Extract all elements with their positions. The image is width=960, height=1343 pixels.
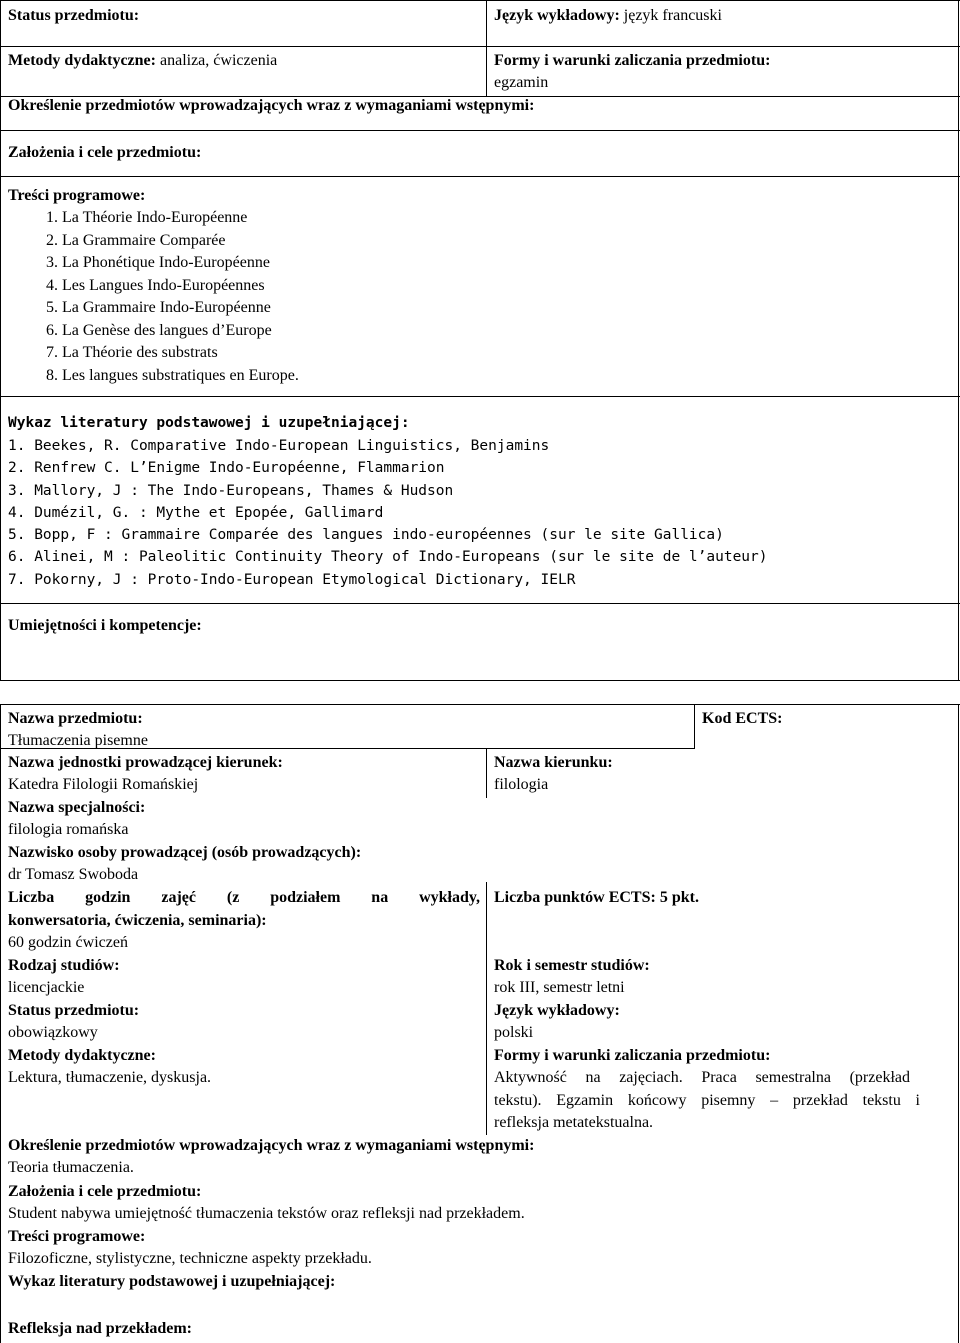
- year-label: Rok i semestr studiów:: [494, 957, 650, 974]
- list-item: 3. Mallory, J : The Indo-Europeans, Thames & Hudson: [8, 482, 454, 499]
- spec-value: filologia romańska: [8, 821, 129, 838]
- status-label-2: Status przedmiotu:: [8, 1002, 140, 1019]
- list-item: 4. Les Langues Indo-Européennes: [46, 276, 265, 294]
- status-value-2: obowiązkowy: [8, 1024, 98, 1041]
- literature-list: [8, 435, 768, 591]
- forms-label: Formy i warunki zaliczania przedmiotu:: [494, 52, 771, 69]
- subject-value: Tłumaczenia pisemne: [8, 732, 148, 749]
- forms-value-line-2: tekstu). Egzamin końcowy pisemny – przekład tekstu i: [494, 1092, 920, 1109]
- field-label: Nazwa kierunku:: [494, 754, 613, 771]
- list-item: 1. Beekes, R. Comparative Indo-European Linguistics, Benjamins: [8, 438, 550, 454]
- goals-label: Założenia i cele przedmiotu:: [8, 144, 202, 161]
- literature-value-2: Refleksja nad przekładem:: [8, 1320, 192, 1337]
- subject-label: Nazwa przedmiotu:: [8, 710, 143, 727]
- methods-field: [8, 50, 277, 72]
- list-item: 7. La Théorie des substrats: [46, 344, 218, 361]
- list-item: 4. Dumézil, G. : Mythe et Epopée, Gallimard: [8, 504, 384, 521]
- list-item: 2. La Grammaire Comparée: [46, 231, 226, 249]
- unit-value: Katedra Filologii Romańskiej: [8, 776, 199, 793]
- language-value: język francuski: [623, 7, 722, 24]
- list-item: 7. Pokorny, J : Proto-Indo-European Etymological Dictionary, IELR: [8, 571, 576, 588]
- list-item: 6. La Genèse des langues d’Europe: [46, 321, 272, 339]
- ects-points: Liczba punktów ECTS: 5 pkt.: [494, 889, 699, 906]
- methods-label: Metody dydaktyczne:: [8, 52, 156, 69]
- list-item: 2. Renfrew C. L’Enigme Indo-Européenne, Flammarion: [8, 460, 445, 477]
- unit-label: Nazwa jednostki prowadzącej kierunek:: [8, 754, 283, 771]
- status-label: Status przedmiotu:: [8, 7, 140, 24]
- goals-label-2: Założenia i cele przedmiotu:: [8, 1183, 202, 1200]
- forms-value: egzamin: [494, 74, 549, 91]
- hours-value: 60 godzin ćwiczeń: [8, 934, 128, 951]
- methods-value: analiza, ćwiczenia: [159, 52, 278, 69]
- prereq-label: Określenie przedmiotów wprowadzających wraz z wymaganiami wstępnymi:: [8, 97, 535, 114]
- language-field: [494, 5, 722, 27]
- teacher-value: dr Tomasz Swoboda: [8, 866, 139, 883]
- forms-value-line-1: Aktywność na zajęciach. Praca semestralna (przekład: [494, 1069, 910, 1086]
- study-type-label: Rodzaj studiów:: [8, 957, 120, 974]
- year-value: rok III, semestr letni: [494, 979, 625, 996]
- hours-label-line-2: konwersatoria, ćwiczenia, seminaria):: [8, 912, 267, 929]
- content-value-2: Filozoficzne, stylistyczne, techniczne aspekty przekładu.: [8, 1250, 372, 1267]
- language-value-2: polski: [494, 1024, 534, 1041]
- content-list: [46, 207, 299, 387]
- prereq-value-2: Teoria tłumaczenia.: [8, 1159, 134, 1176]
- list-item: 8. Les langues substratiques en Europe.: [46, 366, 299, 384]
- content-label: Treści programowe:: [8, 187, 146, 204]
- literature-label-2: Wykaz literatury podstawowej i uzupełniającej:: [8, 1273, 336, 1290]
- methods-value-2: Lektura, tłumaczenie, dyskusja.: [8, 1069, 212, 1086]
- language-label: Język wykładowy:: [494, 7, 620, 24]
- spec-label: Nazwa specjalności:: [8, 799, 146, 816]
- list-item: 3. La Phonétique Indo-Européenne: [46, 254, 270, 271]
- language-label-2: Język wykładowy:: [494, 1002, 620, 1019]
- content-label-2: Treści programowe:: [8, 1228, 146, 1245]
- skills-label: Umiejętności i kompetencje:: [8, 617, 202, 634]
- goals-value-2: Student nabywa umiejętność tłumaczenia tekstów oraz refleksji nad przekładem.: [8, 1205, 525, 1222]
- study-type-value: licencjackie: [8, 979, 85, 996]
- list-item: 5. Bopp, F : Grammaire Comparée des langues indo-européennes (sur le site Gallica): [8, 527, 724, 544]
- forms-label-2: Formy i warunki zaliczania przedmiotu:: [494, 1047, 771, 1064]
- list-item: 5. La Grammaire Indo-Européenne: [46, 299, 271, 316]
- list-item: 1. La Théorie Indo-Européenne: [46, 209, 248, 226]
- literature-label: Wykaz literatury podstawowej i uzupełniającej:: [8, 415, 410, 431]
- field-value: filologia: [494, 776, 549, 793]
- prereq-label-2: Określenie przedmiotów wprowadzających wraz z wymaganiami wstępnymi:: [8, 1137, 535, 1154]
- teacher-label: Nazwisko osoby prowadzącej (osób prowadzących):: [8, 844, 362, 861]
- hours-label-line-1: Liczba godzin zajęć (z podziałem na wykłady,: [8, 889, 480, 906]
- ects-code-label: Kod ECTS:: [702, 710, 783, 727]
- methods-label-2: Metody dydaktyczne:: [8, 1047, 156, 1064]
- list-item: 6. Alinei, M : Paleolitic Continuity Theory of Indo-Europeans (sur le site de l’auteur): [8, 549, 768, 566]
- forms-value-line-3: refleksja metatekstualna.: [494, 1114, 654, 1131]
